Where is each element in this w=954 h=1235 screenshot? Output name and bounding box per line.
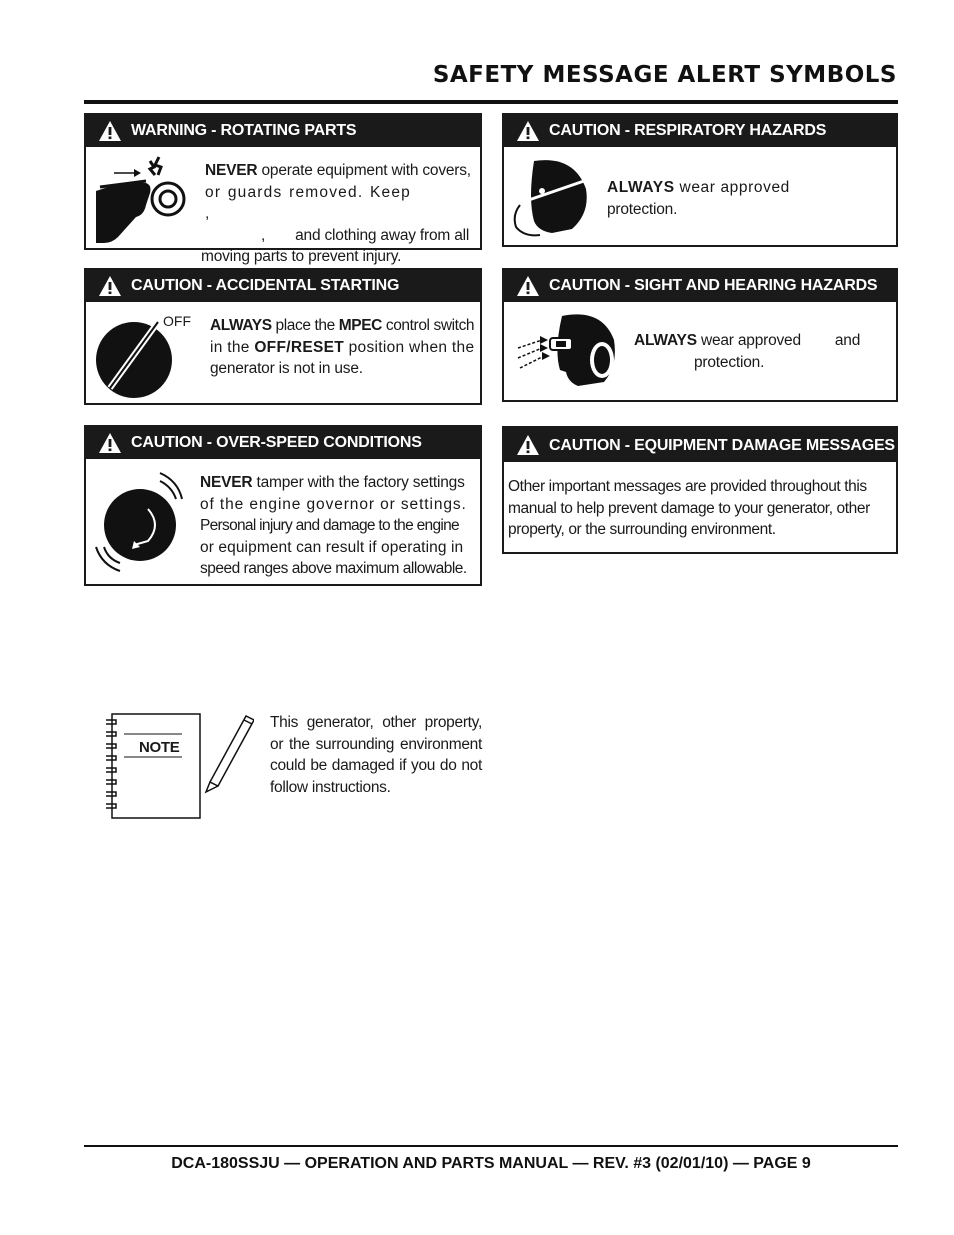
alert-triangle-icon: [516, 434, 540, 456]
box-title: WARNING - ROTATING PARTS: [131, 122, 357, 139]
box-header: [504, 270, 896, 302]
caution-sight-hearing-box: [502, 268, 898, 402]
rotating-parts-text: NEVER operate equipment with covers, or guards removed. Keep, , and clothing away from all moving parts to prevent injury.: [201, 162, 471, 265]
box-title: CAUTION - EQUIPMENT DAMAGE MESSAGES: [549, 437, 895, 454]
box-header: [86, 427, 480, 459]
caution-over-speed-box: [84, 425, 482, 586]
off-label: OFF: [163, 313, 191, 329]
respirator-mask-icon: [512, 157, 592, 239]
respiratory-text: ALWAYS wear approved protection.: [607, 179, 790, 218]
alert-triangle-icon: [516, 275, 540, 297]
page-footer: DCA-180SSJU — OPERATION AND PARTS MANUAL — REV. #3 (02/01/10) — PAGE 9: [171, 1155, 811, 1172]
rotating-parts-hand-icon: [94, 153, 189, 245]
spinning-dial-icon: [90, 469, 190, 575]
box-title: CAUTION - RESPIRATORY HAZARDS: [549, 122, 827, 139]
caution-respiratory-box: [502, 113, 898, 247]
note-text: This generator, other property, or the surrounding environment could be damaged if you do not follow instructions.: [270, 714, 482, 796]
box-title: CAUTION - ACCIDENTAL STARTING: [131, 277, 400, 294]
box-header: [86, 115, 480, 147]
caution-equipment-damage-box: [502, 426, 898, 554]
page-title: SAFETY MESSAGE ALERT SYMBOLS: [432, 62, 897, 88]
alert-triangle-icon: [98, 432, 122, 454]
footer-rule: [84, 1145, 898, 1147]
equipment-damage-text: Other important messages are provided throughout this manual to help prevent damage to your generator, other property, or the surrounding environment.: [508, 478, 870, 538]
caution-accidental-starting-box: [84, 268, 482, 405]
goggles-earmuffs-head-icon: [514, 310, 620, 390]
note-label: NOTE: [139, 739, 180, 756]
alert-triangle-icon: [98, 275, 122, 297]
box-title: CAUTION - SIGHT AND HEARING HAZARDS: [549, 277, 878, 294]
box-header: [86, 270, 480, 302]
box-title: CAUTION - OVER-SPEED CONDITIONS: [131, 434, 422, 451]
box-header: [504, 115, 896, 147]
over-speed-text: NEVER tamper with the factory settings of the engine governor or settings. Personal injury and damage to the engine or equipment can result if operating in speed ranges above maximum allowable.: [200, 474, 467, 577]
warning-rotating-parts-box: [84, 113, 482, 265]
alert-triangle-icon: [98, 120, 122, 142]
header-rule: [84, 100, 898, 104]
box-header: [504, 428, 896, 462]
notepad-pencil-icon: [104, 706, 254, 822]
alert-triangle-icon: [516, 120, 540, 142]
accidental-starting-text: ALWAYS place the MPEC control switch in the OFF/RESET position when the generator is not in use.: [210, 317, 475, 377]
sight-hearing-text: ALWAYS wear approved and protection.: [634, 332, 861, 371]
